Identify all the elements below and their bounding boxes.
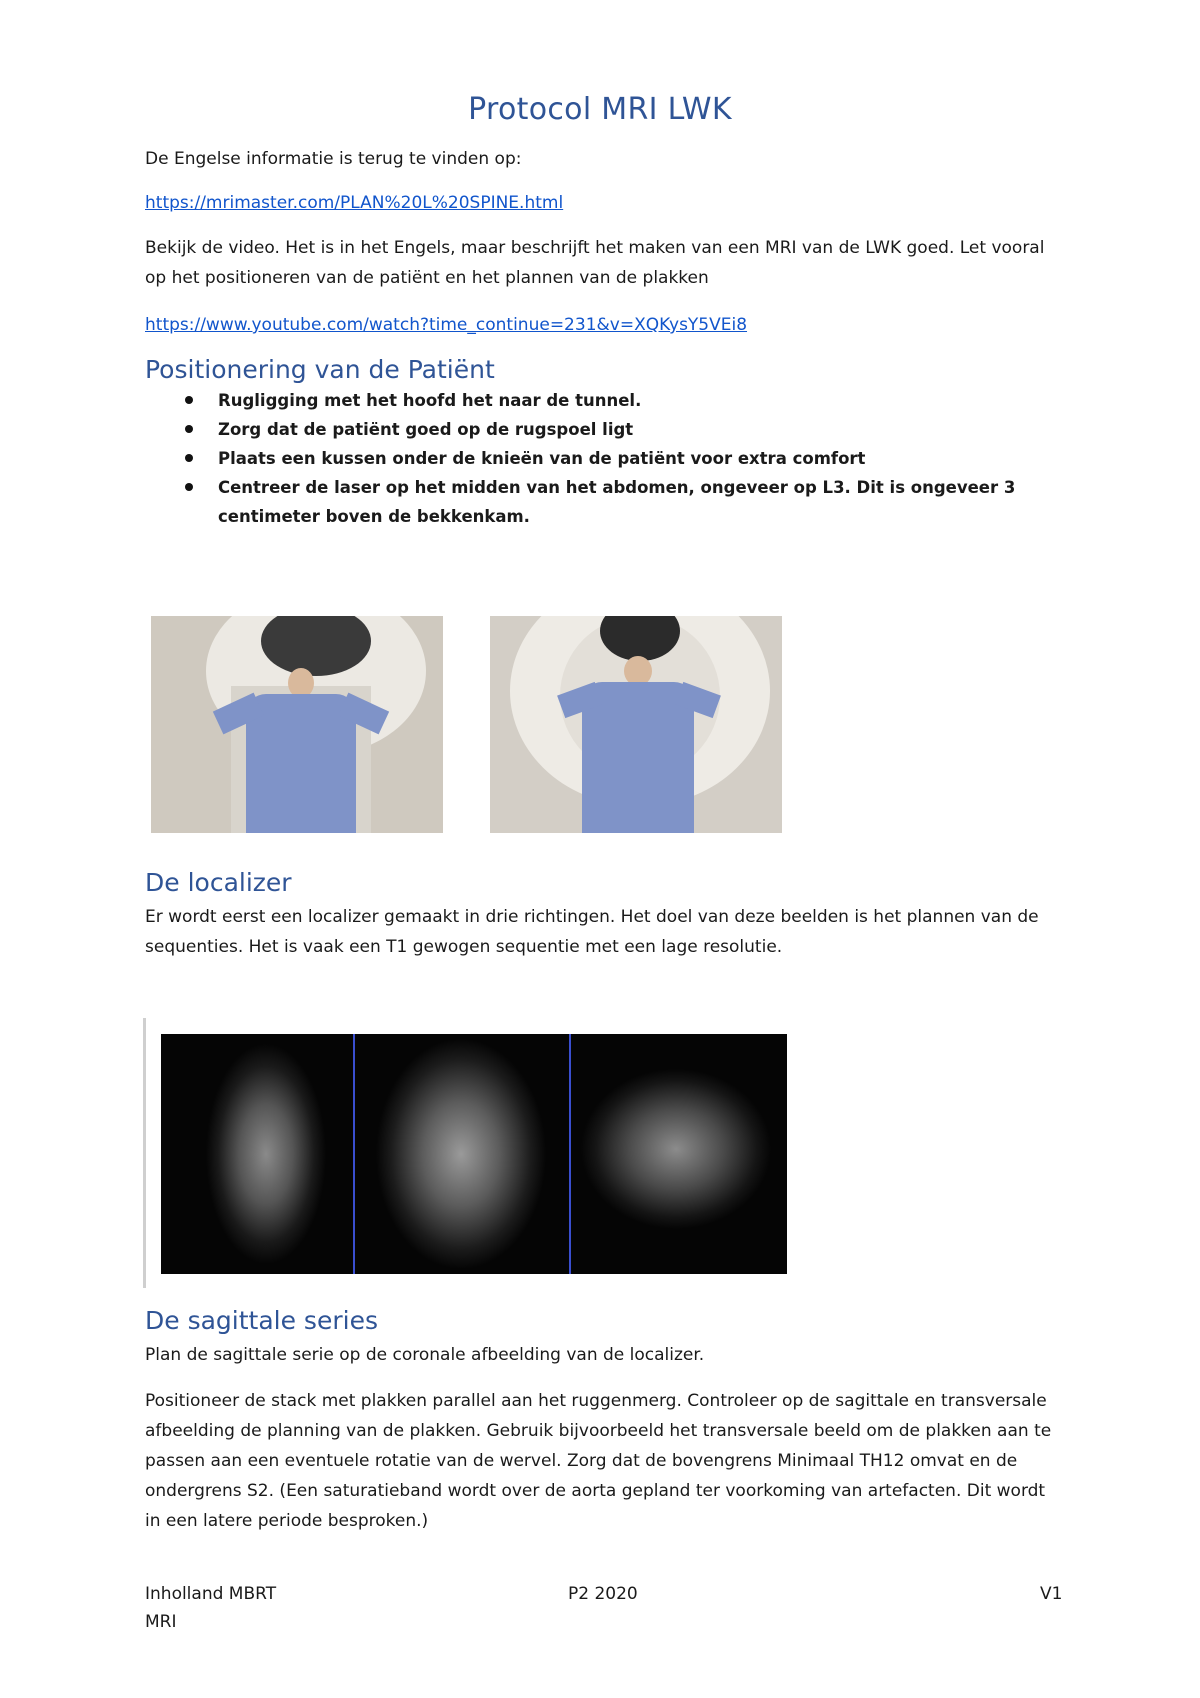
footer-version: V1 [1040,1584,1063,1604]
patient-positioning-photo-1 [151,616,443,833]
mrimaster-link-line [145,188,1065,218]
coronal-localizer-image [355,1034,567,1274]
list-item: Rugligging met het hoofd het naar de tunnel. [145,386,1045,415]
footer-period: P2 2020 [568,1584,638,1604]
page-title: Protocol MRI LWK [468,92,732,127]
sagittal-text-1: Plan de sagittale serie op de coronale afbeelding van de localizer. [145,1345,705,1365]
bullet-icon [185,396,193,404]
localizer-image-frame [143,1018,796,1288]
section-heading-localizer: De localizer [145,868,292,897]
youtube-link[interactable]: https://www.youtube.com/watch?time_continue=231&v=XQKysY5VEi8 [145,315,748,335]
youtube-link-line [145,310,1065,340]
bullet-icon [185,483,193,491]
footer-institution: Inholland MBRT [145,1584,277,1604]
list-item: Zorg dat de patiënt goed op de rugspoel ligt [145,415,1045,444]
footer-subject: MRI [145,1612,177,1632]
sagittal-text-2: Positioneer de stack met plakken parallel aan het ruggenmerg. Controleer op de sagittale en transversale afbeelding de planning van de plakken. Gebruik bijvoorbeeld het transversale beeld om de plakken aan te passen aan een eventuele rotatie van de wervel. Zorg dat de bovengrens Minimaal TH12 omvat en de ondergrens S2. (Een saturatieband wordt over de aorta gepland ter voorkoming van artefacten. Dit wordt in een latere periode besproken.) [145,1391,1052,1531]
footer-left [145,1580,276,1636]
patient-positioning-photo-2 [490,616,782,833]
section-heading-positioning: Positionering van de Patiënt [145,355,495,384]
localizer-text: Er wordt eerst een localizer gemaakt in drie richtingen. Het doel van deze beelden is het plannen van de sequenties. Het is vaak een T1 gewogen sequentie met een lage resolutie. [145,907,1039,957]
list-item: Centreer de laser op het midden van het abdomen, ongeveer op L3. Dit is ongeveer 3 centimeter boven de bekkenkam. [145,473,1045,531]
mrimaster-link[interactable]: https://mrimaster.com/PLAN%20L%20SPINE.html [145,193,564,213]
bullet-icon [185,425,193,433]
localizer-mri-images [161,1034,787,1274]
video-instruction-text: Bekijk de video. Het is in het Engels, maar beschrijft het maken van een MRI van de LWK goed. Let vooral op het positioneren van de patiënt en het plannen van de plakken [145,238,1045,288]
positioning-bullet-list [145,386,1045,531]
transverse-localizer-image [571,1034,787,1274]
list-item: Plaats een kussen onder de knieën van de patiënt voor extra comfort [145,444,1045,473]
bullet-icon [185,454,193,462]
sagittal-localizer-image [161,1034,351,1274]
intro-text: De Engelse informatie is terug te vinden op: [145,149,522,169]
section-heading-sagittal: De sagittale series [145,1306,378,1335]
